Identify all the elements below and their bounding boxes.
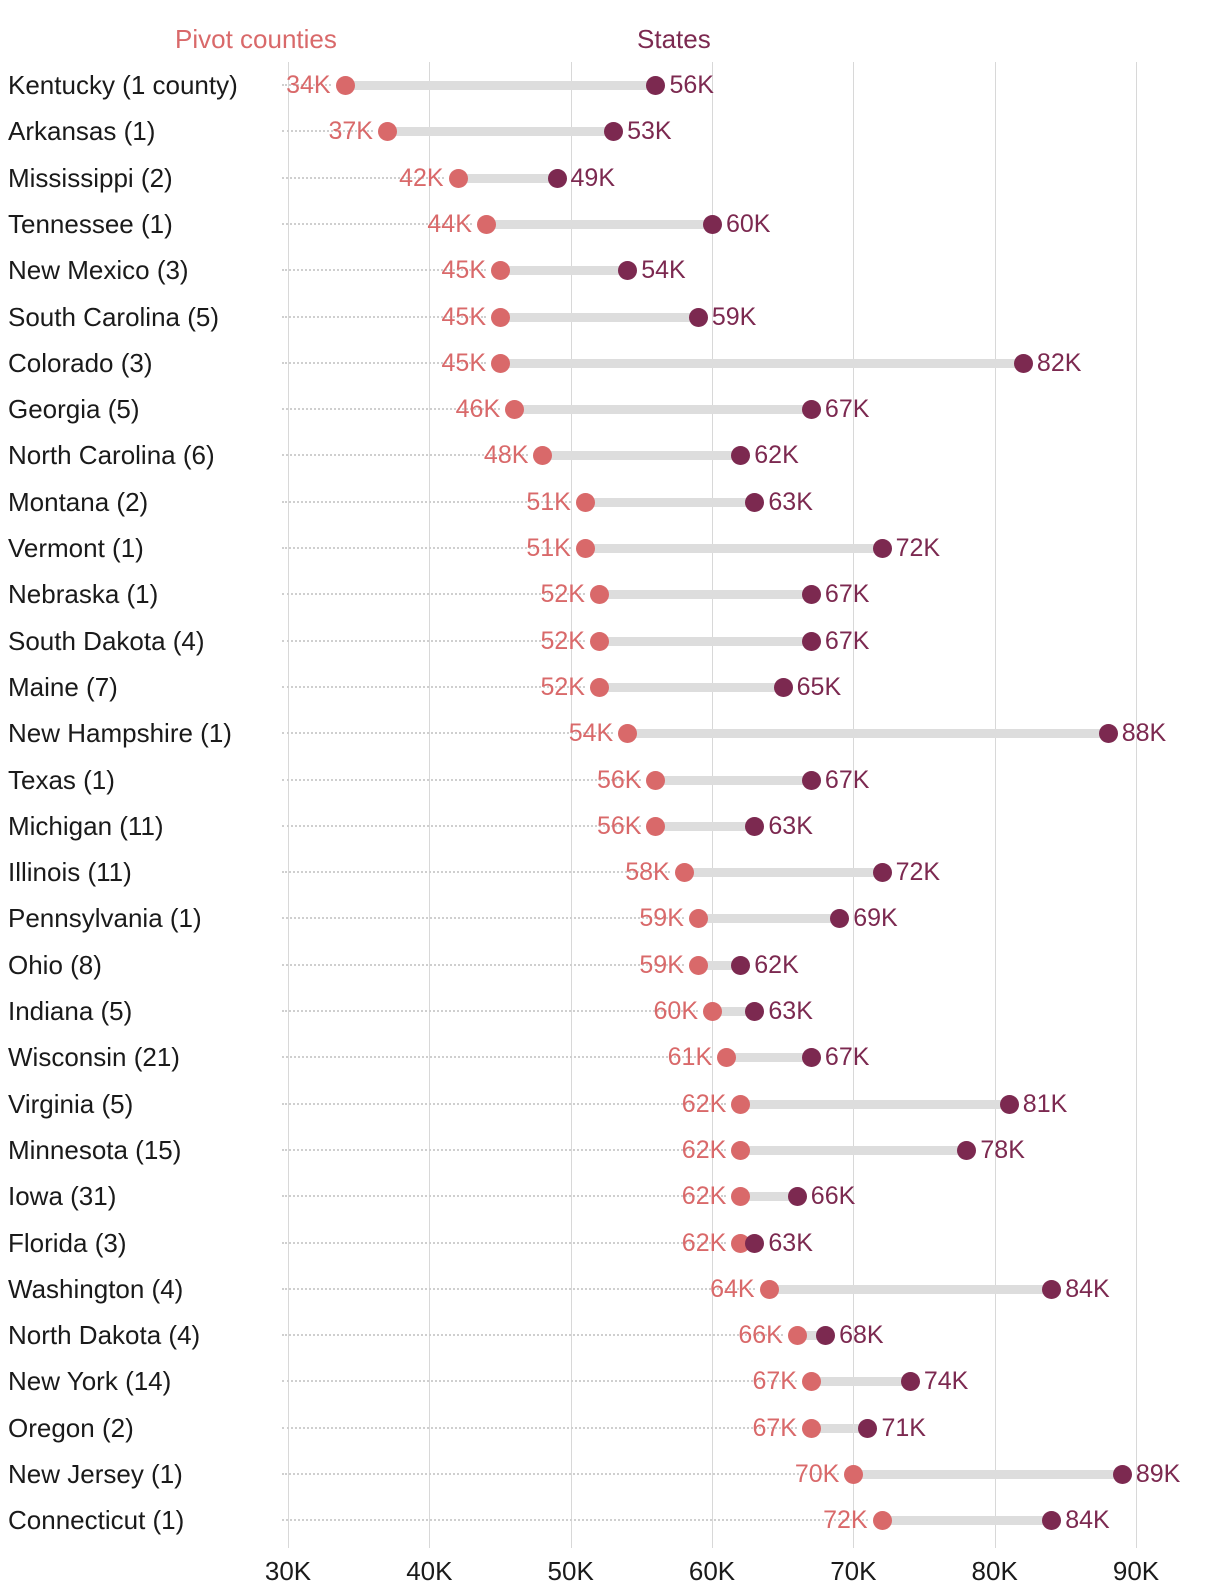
chart-row — [0, 1034, 1220, 1080]
state-value: 88K — [1121, 719, 1167, 748]
chart-row — [0, 618, 1220, 664]
pivot-county-value: 52K — [540, 672, 585, 701]
chart-row — [0, 849, 1220, 895]
row-label: Washington (4) — [8, 1273, 184, 1304]
leader-line — [282, 1010, 698, 1012]
row-label: North Dakota (4) — [8, 1320, 201, 1351]
connector-bar — [740, 1146, 966, 1155]
axis-tick-label: 50K — [547, 1555, 594, 1586]
pivot-county-value: 51K — [526, 487, 571, 516]
connector-bar — [740, 1100, 1009, 1109]
state-dot[interactable] — [816, 1326, 835, 1345]
pivot-county-dot[interactable] — [802, 1372, 821, 1391]
state-dot[interactable] — [901, 1372, 920, 1391]
state-value: 63K — [768, 811, 813, 840]
leader-line — [282, 1288, 755, 1290]
pivot-county-dot[interactable] — [505, 400, 524, 419]
connector-bar — [542, 451, 740, 460]
state-value: 67K — [824, 1043, 870, 1072]
row-label: Ohio (8) — [8, 949, 102, 980]
state-value: 81K — [1022, 1089, 1068, 1118]
chart-row — [0, 1173, 1220, 1219]
axis-tick-label: 30K — [264, 1555, 312, 1586]
state-dot[interactable] — [646, 76, 665, 95]
row-label: Mississippi (2) — [8, 162, 173, 193]
state-dot[interactable] — [774, 678, 793, 697]
connector-bar — [698, 914, 839, 923]
connector-bar — [684, 868, 882, 877]
state-value: 56K — [669, 71, 714, 99]
pivot-county-dot[interactable] — [731, 1095, 750, 1114]
pivot-county-value: 54K — [568, 719, 614, 748]
state-value: 62K — [754, 950, 799, 979]
connector-bar — [585, 498, 755, 507]
state-value: 68K — [839, 1321, 884, 1350]
pivot-county-dot[interactable] — [590, 585, 609, 604]
pivot-county-value: 60K — [653, 997, 698, 1025]
state-dot[interactable] — [1042, 1511, 1061, 1530]
chart-row — [0, 386, 1220, 432]
pivot-county-dot[interactable] — [491, 354, 510, 373]
row-label: New Jersey (1) — [8, 1459, 183, 1489]
chart-row — [0, 1220, 1220, 1266]
pivot-county-dot[interactable] — [646, 817, 665, 836]
leader-line — [282, 1103, 726, 1105]
chart-row — [0, 1451, 1220, 1497]
pivot-county-dot[interactable] — [760, 1280, 779, 1299]
state-dot[interactable] — [858, 1419, 877, 1438]
chart-row — [0, 294, 1220, 340]
chart-row — [0, 895, 1220, 941]
state-value: 67K — [824, 395, 870, 424]
state-value: 71K — [881, 1413, 926, 1442]
state-dot[interactable] — [1099, 724, 1118, 743]
state-dot[interactable] — [745, 817, 764, 836]
state-value: 72K — [895, 534, 941, 562]
connector-bar — [458, 174, 557, 183]
state-dot[interactable] — [1113, 1465, 1132, 1484]
state-dot[interactable] — [618, 261, 637, 280]
row-label: Oregon (2) — [8, 1412, 134, 1443]
state-value: 69K — [853, 904, 898, 933]
state-value: 63K — [768, 1228, 813, 1257]
leader-line — [282, 964, 684, 966]
leader-line — [282, 1519, 868, 1521]
row-label: Vermont (1) — [8, 533, 144, 563]
row-label: Colorado (3) — [8, 347, 153, 378]
chart-row — [0, 803, 1220, 849]
pivot-county-dot[interactable] — [477, 215, 496, 234]
connector-bar — [500, 266, 627, 275]
connector-bar — [726, 1053, 811, 1062]
leader-line — [282, 1195, 726, 1197]
connector-bar — [514, 405, 811, 414]
connector-bar — [599, 683, 783, 692]
chart-row — [0, 710, 1220, 756]
leader-line — [282, 1380, 797, 1382]
pivot-county-dot[interactable] — [675, 863, 694, 882]
leader-line — [282, 825, 641, 827]
leader-line — [282, 1473, 839, 1475]
pivot-county-value: 67K — [752, 1413, 797, 1442]
state-dot[interactable] — [548, 169, 567, 188]
state-value: 49K — [570, 163, 616, 192]
state-dot[interactable] — [1042, 1280, 1061, 1299]
state-value: 53K — [627, 117, 672, 146]
pivot-county-value: 58K — [625, 858, 670, 887]
pivot-county-dot[interactable] — [533, 446, 552, 465]
row-label: Pennsylvania (1) — [8, 903, 202, 934]
chart-row — [0, 432, 1220, 478]
chart-row — [0, 1266, 1220, 1312]
chart-row — [0, 1405, 1220, 1451]
pivot-county-dot[interactable] — [590, 632, 609, 651]
row-label: Connecticut (1) — [8, 1505, 185, 1536]
chart-row — [0, 1358, 1220, 1404]
row-label: Kentucky (1 county) — [8, 70, 238, 100]
pivot-county-value: 62K — [681, 1228, 727, 1257]
row-label: Virginia (5) — [8, 1088, 134, 1119]
pivot-county-value: 56K — [596, 811, 642, 840]
state-dot[interactable] — [873, 863, 892, 882]
row-label: Minnesota (15) — [8, 1134, 182, 1165]
chart-row — [0, 62, 1220, 108]
pivot-county-value: 45K — [441, 302, 486, 331]
state-dot[interactable] — [731, 956, 750, 975]
axis-tick-label: 80K — [971, 1555, 1018, 1586]
leader-line — [282, 1242, 726, 1244]
connector-bar — [811, 1377, 910, 1386]
leader-line — [282, 1334, 783, 1336]
state-value: 74K — [923, 1367, 969, 1396]
state-dot[interactable] — [745, 493, 764, 512]
pivot-county-dot[interactable] — [873, 1511, 892, 1530]
state-dot[interactable] — [689, 308, 708, 327]
pivot-county-dot[interactable] — [590, 678, 609, 697]
row-label: Texas (1) — [8, 764, 115, 795]
state-value: 72K — [895, 858, 941, 887]
pivot-county-value: 52K — [540, 580, 585, 609]
chart-row — [0, 1127, 1220, 1173]
chart-row — [0, 1312, 1220, 1358]
state-value: 67K — [824, 626, 870, 655]
state-dot[interactable] — [873, 539, 892, 558]
state-dot[interactable] — [802, 771, 821, 790]
connector-bar — [585, 544, 882, 553]
row-label: Tennessee (1) — [8, 208, 173, 239]
row-label: New York (14) — [8, 1366, 172, 1397]
pivot-county-value: 46K — [455, 395, 501, 424]
row-label: Iowa (31) — [8, 1181, 117, 1212]
pivot-county-dot[interactable] — [491, 308, 510, 327]
pivot-county-value: 59K — [639, 904, 684, 933]
row-label: Arkansas (1) — [8, 116, 156, 147]
state-value: 89K — [1135, 1460, 1181, 1488]
chart-row — [0, 479, 1220, 525]
pivot-county-value: 45K — [441, 348, 486, 377]
connector-bar — [769, 1285, 1052, 1294]
pivot-county-dot[interactable] — [491, 261, 510, 280]
pivot-county-dot[interactable] — [731, 1141, 750, 1160]
connector-bar — [500, 313, 698, 322]
chart-row — [0, 525, 1220, 571]
connector-bar — [655, 822, 754, 831]
connector-bar — [627, 729, 1108, 738]
row-label: Maine (7) — [8, 671, 118, 702]
state-dot[interactable] — [788, 1187, 807, 1206]
state-value: 63K — [768, 997, 813, 1025]
pivot-county-dot[interactable] — [703, 1002, 722, 1021]
axis-tick-label: 90K — [1112, 1555, 1160, 1586]
pivot-county-value: 64K — [710, 1274, 755, 1303]
row-label: South Carolina (5) — [8, 301, 219, 332]
pivot-county-dot[interactable] — [449, 169, 468, 188]
state-value: 84K — [1065, 1506, 1110, 1535]
pivot-county-value: 45K — [441, 256, 486, 285]
row-label: New Mexico (3) — [8, 255, 189, 286]
connector-bar — [345, 81, 656, 90]
pivot-county-dot[interactable] — [378, 122, 397, 141]
state-dot[interactable] — [802, 632, 821, 651]
pivot-county-value: 37K — [328, 117, 373, 146]
axis-tick-label: 60K — [688, 1555, 736, 1586]
leader-line — [282, 1149, 726, 1151]
chart-row — [0, 155, 1220, 201]
legend-pivot-counties: Pivot counties — [175, 24, 337, 54]
chart-row — [0, 1497, 1220, 1543]
state-dot[interactable] — [830, 909, 849, 928]
pivot-county-value: 48K — [483, 441, 529, 470]
connector-bar — [882, 1516, 1052, 1525]
state-dot[interactable] — [1000, 1095, 1019, 1114]
row-label: Illinois (11) — [8, 857, 132, 888]
state-value: 67K — [824, 765, 870, 794]
pivot-county-dot[interactable] — [689, 909, 708, 928]
pivot-county-dot[interactable] — [788, 1326, 807, 1345]
pivot-county-dot[interactable] — [618, 724, 637, 743]
pivot-county-dot[interactable] — [336, 76, 355, 95]
state-value: 54K — [641, 256, 686, 285]
pivot-county-value: 62K — [681, 1182, 727, 1211]
pivot-county-value: 70K — [794, 1460, 840, 1488]
chart-row — [0, 340, 1220, 386]
row-label: South Dakota (4) — [8, 625, 205, 656]
row-label: Wisconsin (21) — [8, 1042, 180, 1073]
chart-row — [0, 664, 1220, 710]
state-value: 62K — [754, 441, 799, 470]
chart-row — [0, 201, 1220, 247]
state-value: 65K — [796, 672, 842, 701]
pivot-county-value: 56K — [596, 765, 642, 794]
leader-line — [282, 779, 641, 781]
state-dot[interactable] — [731, 446, 750, 465]
state-dot[interactable] — [703, 215, 722, 234]
state-dot[interactable] — [802, 585, 821, 604]
state-dot[interactable] — [802, 1048, 821, 1067]
pivot-county-value: 42K — [399, 163, 444, 192]
state-dot[interactable] — [745, 1002, 764, 1021]
connector-bar — [500, 359, 1023, 368]
connector-bar — [387, 127, 613, 136]
axis-tick-label: 70K — [830, 1555, 877, 1586]
chart-row — [0, 108, 1220, 154]
chart-row — [0, 1081, 1220, 1127]
pivot-county-value: 72K — [823, 1506, 868, 1535]
state-dot[interactable] — [957, 1141, 976, 1160]
pivot-county-dot[interactable] — [844, 1465, 863, 1484]
state-value: 66K — [810, 1182, 856, 1211]
pivot-county-value: 34K — [286, 71, 331, 99]
chart-row — [0, 942, 1220, 988]
leader-line — [282, 732, 613, 734]
pivot-county-value: 44K — [427, 209, 472, 238]
state-value: 84K — [1065, 1274, 1110, 1303]
pivot-county-dot[interactable] — [646, 771, 665, 790]
state-dot[interactable] — [1014, 354, 1033, 373]
axis-tick-label: 40K — [406, 1555, 453, 1586]
state-dot[interactable] — [745, 1234, 764, 1253]
state-dot[interactable] — [604, 122, 623, 141]
pivot-county-value: 52K — [540, 626, 585, 655]
row-label: Michigan (11) — [8, 810, 164, 841]
row-label: Florida (3) — [8, 1227, 127, 1258]
chart-row — [0, 757, 1220, 803]
pivot-county-dot[interactable] — [689, 956, 708, 975]
connector-bar — [599, 590, 811, 599]
leader-line — [282, 1427, 797, 1429]
state-value: 60K — [726, 209, 771, 238]
pivot-county-dot[interactable] — [576, 539, 595, 558]
pivot-county-value: 51K — [526, 534, 571, 562]
state-value: 67K — [824, 580, 870, 609]
legend-states: States — [637, 24, 711, 54]
connector-bar — [599, 637, 811, 646]
connector-bar — [655, 776, 810, 785]
leader-line — [282, 871, 670, 873]
pivot-county-value: 62K — [681, 1135, 727, 1164]
leader-line — [282, 1056, 712, 1058]
state-value: 59K — [711, 302, 757, 331]
row-label: Indiana (5) — [8, 996, 133, 1026]
connector-bar — [486, 220, 712, 229]
pivot-county-value: 61K — [667, 1043, 713, 1072]
x-axis — [0, 1556, 1220, 1596]
pivot-county-dot[interactable] — [802, 1419, 821, 1438]
pivot-county-dot[interactable] — [731, 1187, 750, 1206]
pivot-county-dot[interactable] — [717, 1048, 736, 1067]
chart-row — [0, 988, 1220, 1034]
chart-row — [0, 247, 1220, 293]
chart-row — [0, 571, 1220, 617]
state-value: 78K — [980, 1135, 1025, 1164]
row-label: New Hampshire (1) — [8, 718, 232, 749]
pivot-county-value: 66K — [738, 1321, 783, 1350]
row-label: Nebraska (1) — [8, 579, 159, 610]
row-label: Georgia (5) — [8, 394, 140, 425]
leader-line — [282, 917, 684, 919]
state-dot[interactable] — [802, 400, 821, 419]
connector-bar — [853, 1470, 1122, 1479]
state-value: 63K — [768, 487, 813, 516]
row-label: North Carolina (6) — [8, 440, 215, 471]
pivot-county-dot[interactable] — [576, 493, 595, 512]
pivot-county-value: 62K — [681, 1089, 727, 1118]
pivot-county-value: 59K — [639, 950, 684, 979]
row-label: Montana (2) — [8, 486, 149, 517]
state-value: 82K — [1036, 348, 1082, 377]
pivot-county-value: 67K — [752, 1367, 797, 1396]
